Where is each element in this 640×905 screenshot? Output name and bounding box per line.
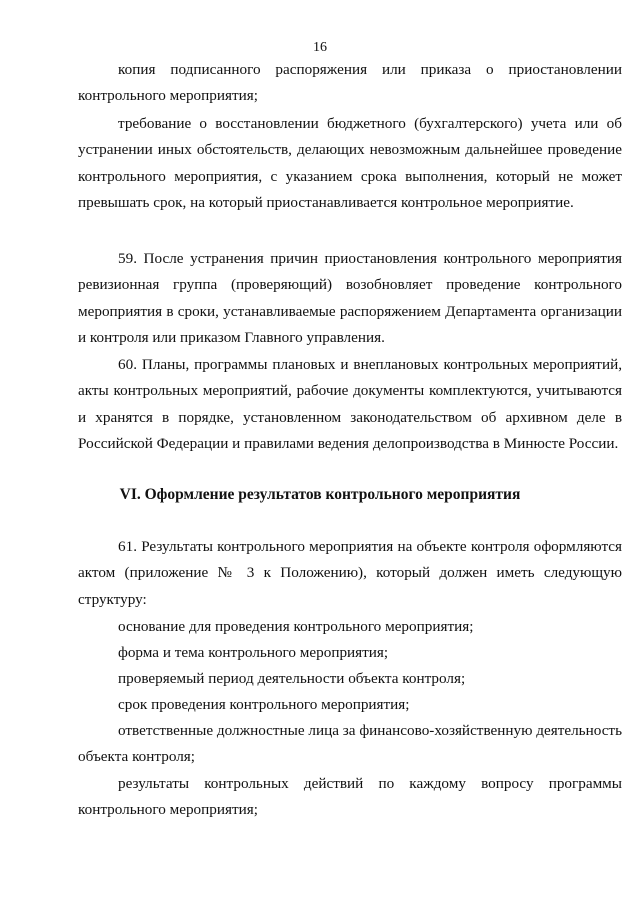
list-item: результаты контрольных действий по каждому вопросу программы контрольного мероприятия;	[78, 775, 622, 819]
paragraph-copy-order: копия подписанного распоряжения или приказа о приостановлении контрольного мероприятия;	[78, 61, 622, 105]
list-item: ответственные должностные лица за финансово-хозяйственную деятельность объекта контроля;	[78, 722, 622, 766]
page-number: 16	[313, 40, 327, 55]
paragraph-59: 59. После устранения причин приостановления контрольного мероприятия ревизионная группа (проверяющий) возобновляет проведение контрольного мероприятия в сроки, устанавливаемые распоряжением Департамента организации и контроля или приказом Главного управления.	[78, 250, 622, 346]
paragraph-60: 60. Планы, программы плановых и внеплановых контрольных мероприятий, акты контрольных мероприятий, рабочие документы комплектуются, учитываются и хранятся в порядке, установленном законодательством об архивном деле в Российской Федерации и правилами ведения делопроизводства в Минюсте России.	[78, 356, 622, 452]
list-item: основание для проведения контрольного мероприятия;	[118, 618, 474, 635]
paragraph-61: 61. Результаты контрольного мероприятия на объекте контроля оформляются актом (приложение № 3 к Положению), который должен иметь следующую структуру:	[78, 538, 622, 608]
list-item: срок проведения контрольного мероприятия;	[118, 696, 410, 713]
list-item: форма и тема контрольного мероприятия;	[118, 644, 389, 661]
section-heading: VI. Оформление результатов контрольного мероприятия	[119, 486, 521, 503]
list-item: проверяемый период деятельности объекта контроля;	[118, 670, 466, 687]
paragraph-requirement: требование о восстановлении бюджетного (бухгалтерского) учета или об устранении иных обстоятельств, делающих невозможным дальнейшее проведение контрольного мероприятия, с указанием срока выполнения, который не может превышать срок, на который приостанавливается контрольное мероприятие.	[78, 115, 622, 211]
